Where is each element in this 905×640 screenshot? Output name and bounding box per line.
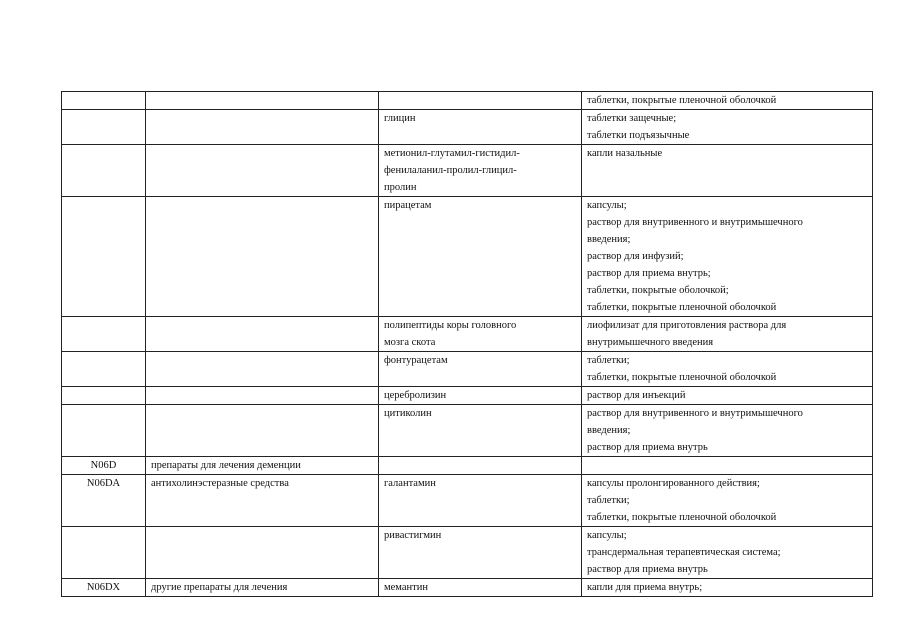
atc-code-text: N06DX [86,582,121,593]
dosage-form-cell [582,145,873,197]
atc-code-cell [62,387,146,405]
dosage-form-cell [582,352,873,387]
dosage-form-text: лиофилизат для приготовления раствора для [587,320,787,331]
dosage-form-text: таблетки, покрытые пленочной оболочкой [587,512,777,523]
pharmacological-group-cell [146,352,379,387]
dosage-form-text: таблетки подъязычные [587,130,690,141]
dosage-form-cell [582,197,873,317]
drug-name-text: полипептиды коры головного [384,320,517,331]
dosage-form-text: введения; [587,234,631,245]
table-row [62,457,873,475]
drug-name-text: глицин [384,113,416,124]
table-row [62,110,873,145]
atc-code-cell [62,579,146,597]
drug-name-cell [379,317,582,352]
pharmacological-group-cell [146,405,379,457]
table-row [62,387,873,405]
drug-name-cell [379,387,582,405]
drug-name-cell [379,145,582,197]
dosage-form-cell [582,457,873,475]
drug-name-text: мемантин [384,582,428,593]
table-row [62,197,873,317]
pharmacological-group-cell [146,527,379,579]
drug-name-text: пирацетам [384,200,432,211]
dosage-form-text: раствор для приема внутрь; [587,268,711,279]
atc-code-cell [62,475,146,527]
pharmacological-group-cell [146,317,379,352]
dosage-form-cell [582,92,873,110]
dosage-form-cell [582,110,873,145]
drug-name-cell [379,527,582,579]
atc-code-cell [62,92,146,110]
atc-code-text: N06D [90,460,117,471]
pharmacological-group-cell [146,579,379,597]
dosage-form-cell [582,475,873,527]
dosage-form-text: трансдермальная терапевтическая система; [587,547,781,558]
atc-code-cell [62,405,146,457]
atc-code-cell [62,527,146,579]
pharmacological-group-cell [146,475,379,527]
drug-name-cell [379,197,582,317]
dosage-form-text: таблетки; [587,495,630,506]
drug-name-cell [379,405,582,457]
atc-code-cell [62,110,146,145]
drug-name-text: ривастигмин [384,530,442,541]
table-row [62,579,873,597]
pharmacological-group-text: другие препараты для лечения [151,582,288,593]
drug-name-cell [379,352,582,387]
dosage-form-cell [582,527,873,579]
table-row [62,527,873,579]
dosage-form-text: раствор для инфузий; [587,251,684,262]
drug-name-text: пролин [384,182,417,193]
drug-name-cell [379,92,582,110]
pharmacological-group-text: препараты для лечения деменции [151,460,301,471]
atc-code-cell [62,197,146,317]
table-body [62,92,873,597]
pharmacological-group-text: антихолинэстеразные средства [151,478,289,489]
pharmacological-group-cell [146,197,379,317]
dosage-form-text: таблетки защечные; [587,113,677,124]
drug-name-text: церебролизин [384,390,447,401]
dosage-form-text: капсулы; [587,200,627,211]
dosage-form-cell [582,405,873,457]
drug-name-cell [379,110,582,145]
dosage-form-text: внутримышечного введения [587,337,714,348]
pharmacological-group-cell [146,387,379,405]
drug-name-text: цитиколин [384,408,432,419]
dosage-form-text: раствор для внутривенного и внутримышечного [587,408,803,419]
drug-name-cell [379,475,582,527]
dosage-form-text: таблетки; [587,355,630,366]
dosage-form-text: капли для приема внутрь; [587,582,703,593]
dosage-form-text: таблетки, покрытые пленочной оболочкой [587,95,777,106]
dosage-form-cell [582,387,873,405]
drug-list-table [61,91,873,597]
dosage-form-cell [582,317,873,352]
dosage-form-text: раствор для внутривенного и внутримышечного [587,217,803,228]
drug-name-cell [379,579,582,597]
atc-code-text: N06DA [86,478,121,489]
table-row [62,92,873,110]
table-row [62,475,873,527]
atc-code-cell [62,317,146,352]
table-row [62,317,873,352]
dosage-form-text: капсулы пролонгированного действия; [587,478,760,489]
dosage-form-text: капли назальные [587,148,663,159]
drug-name-text: фонтурацетам [384,355,448,366]
drug-name-cell [379,457,582,475]
pharmacological-group-cell [146,92,379,110]
table-row [62,145,873,197]
dosage-form-text: таблетки, покрытые пленочной оболочкой [587,302,777,313]
drug-name-text: метионил-глутамил-гистидил- [384,148,520,159]
drug-name-text: мозга скота [384,337,436,348]
table-row [62,352,873,387]
dosage-form-text: раствор для приема внутрь [587,564,708,575]
pharmacological-group-cell [146,145,379,197]
dosage-form-text: введения; [587,425,631,436]
drug-name-text: фенилаланил-пролил-глицил- [384,165,517,176]
atc-code-cell [62,352,146,387]
dosage-form-text: раствор для приема внутрь [587,442,708,453]
dosage-form-text: таблетки, покрытые оболочкой; [587,285,729,296]
atc-code-cell [62,457,146,475]
dosage-form-text: раствор для инъекций [587,390,686,401]
pharmacological-group-cell [146,457,379,475]
dosage-form-cell [582,579,873,597]
atc-code-cell [62,145,146,197]
pharmacological-group-cell [146,110,379,145]
drug-name-text: галантамин [384,478,436,489]
dosage-form-text: капсулы; [587,530,627,541]
table-row [62,405,873,457]
dosage-form-text: таблетки, покрытые пленочной оболочкой [587,372,777,383]
